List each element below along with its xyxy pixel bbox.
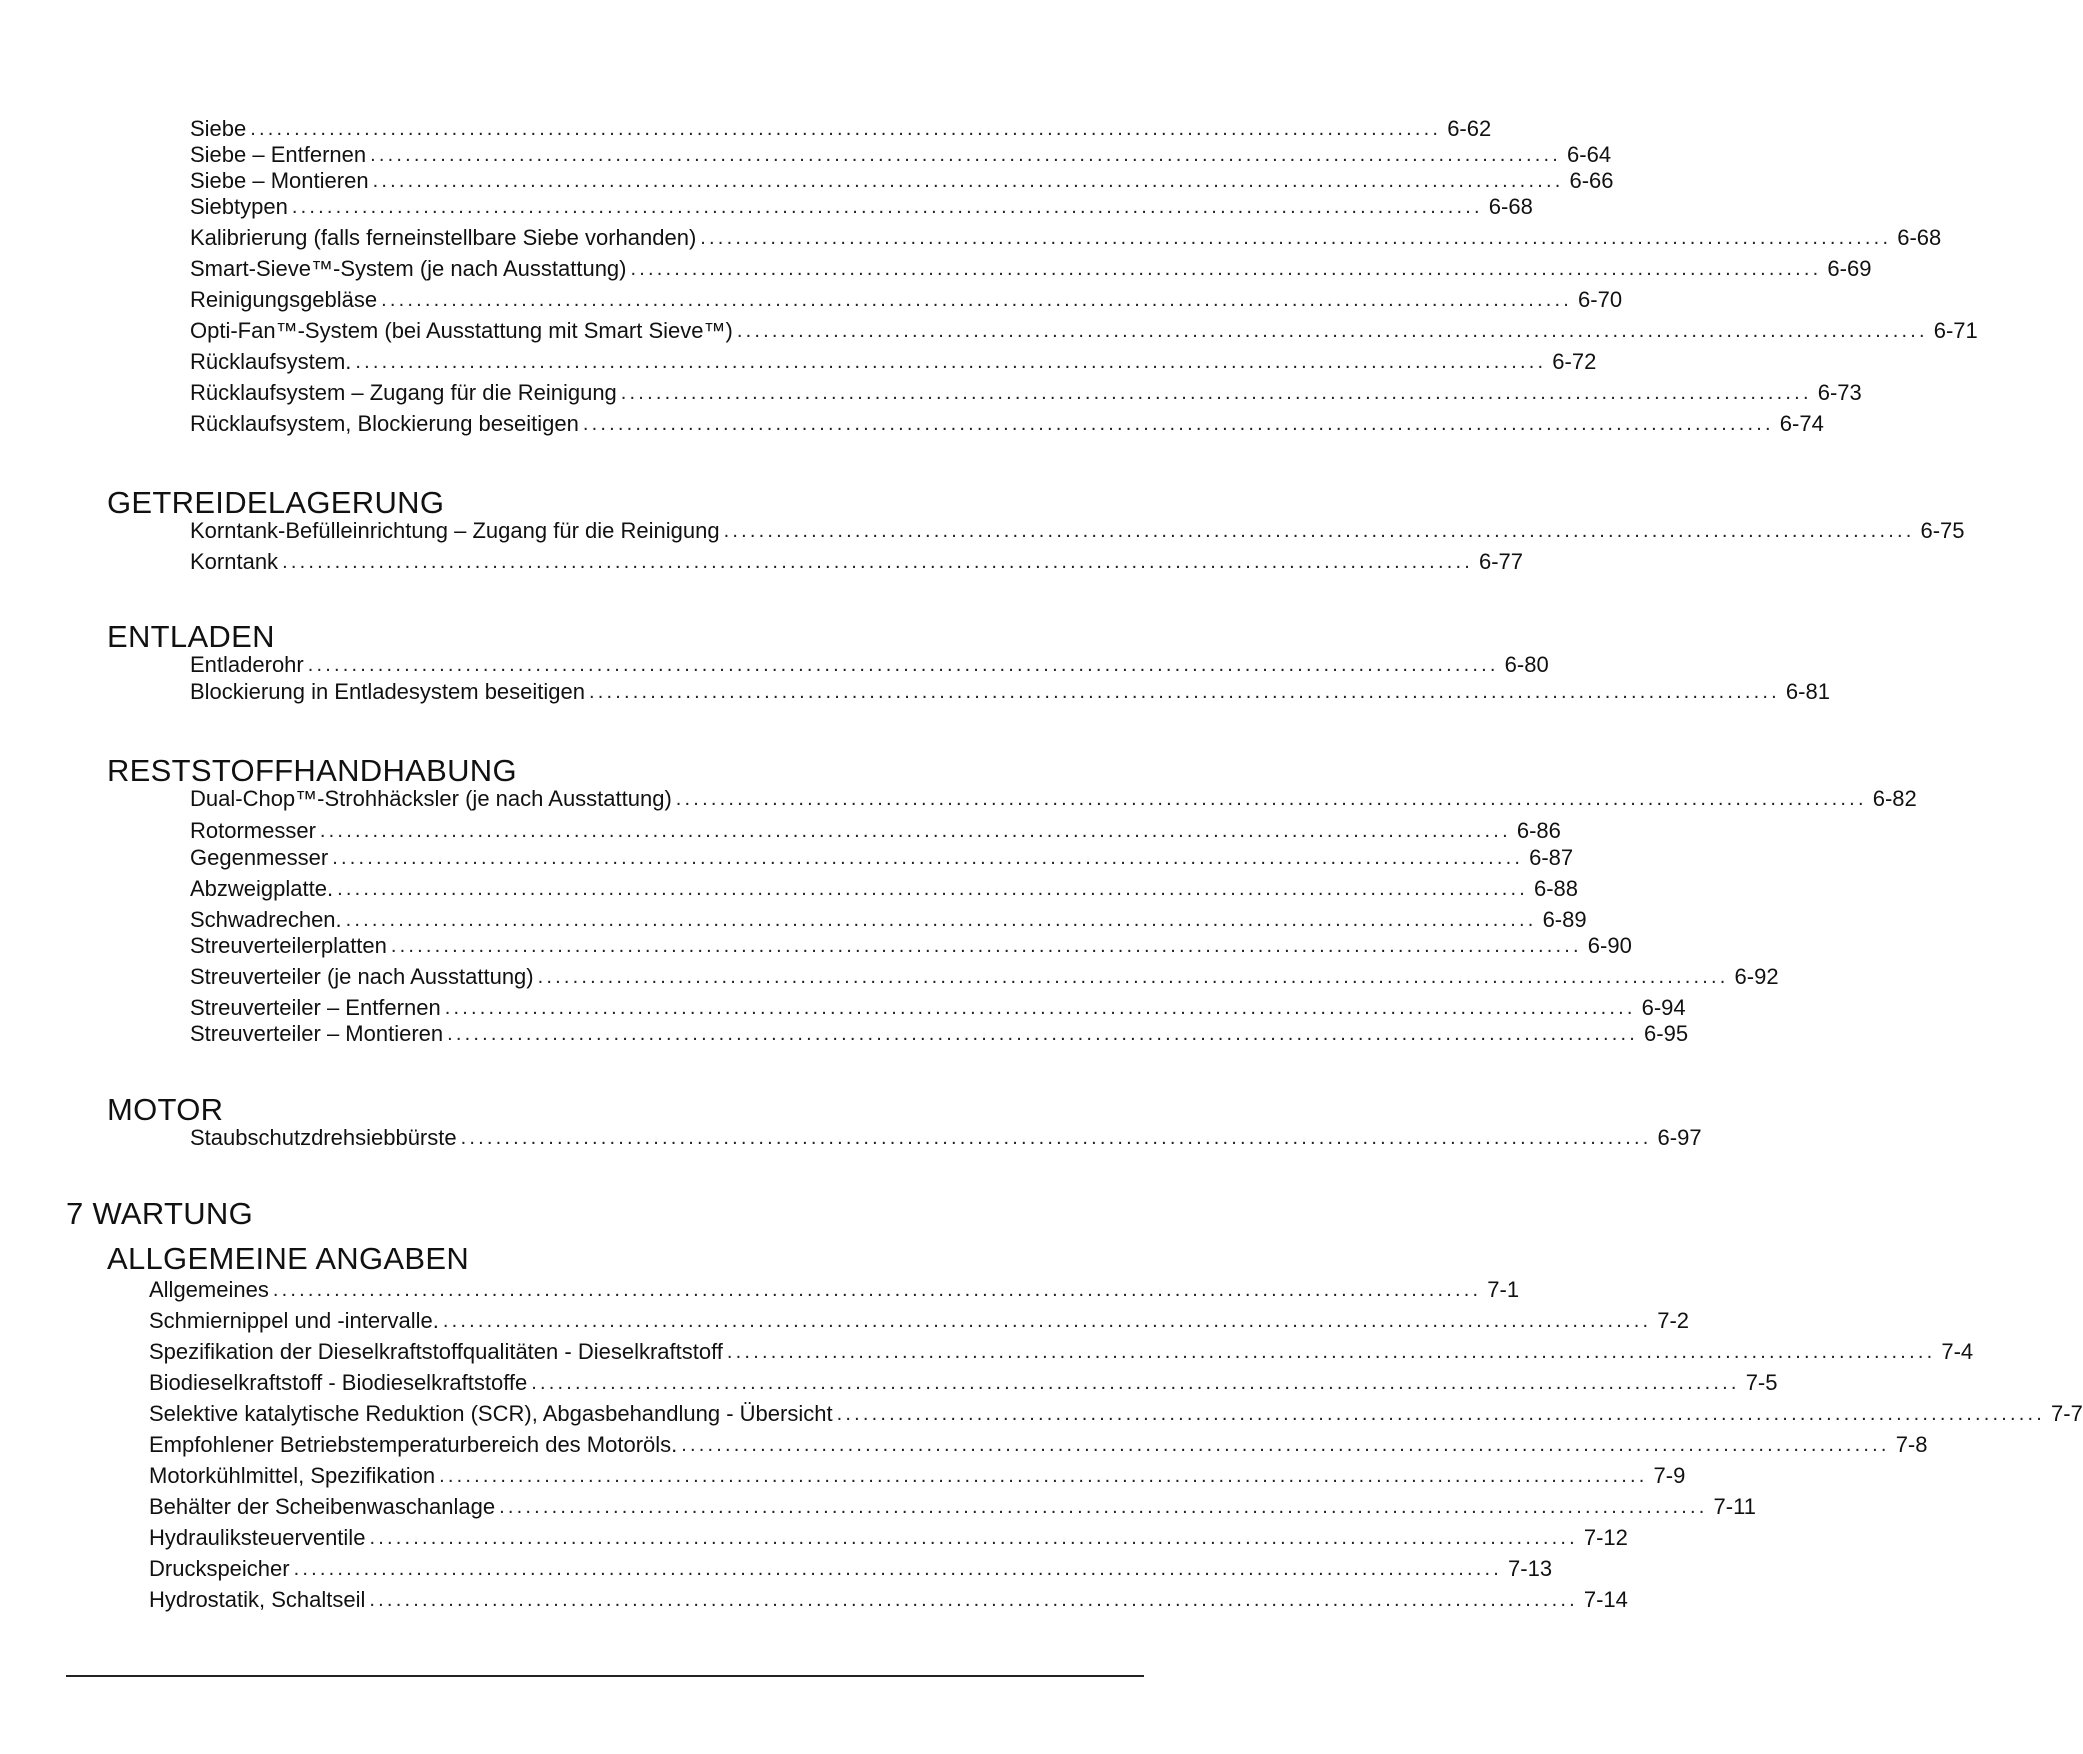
- dot-leader: ........................................................................................................................................: [537, 966, 1729, 988]
- toc-entry-title: Siebe – Montieren: [190, 168, 369, 193]
- dot-leader: ........................................................................................................................................: [444, 997, 1636, 1019]
- toc-entry[interactable]: [190, 380, 1862, 406]
- toc-entry-title: Staubschutzdrehsiebbürste: [190, 1125, 457, 1150]
- dot-leader: ..........................................................................................................................................: [836, 1403, 2046, 1425]
- toc-entry-page: 7-7: [2051, 1401, 2083, 1426]
- toc-entry[interactable]: [190, 287, 1623, 313]
- toc-entry[interactable]: [190, 256, 1872, 282]
- dot-leader: ........................................................................................................................................: [460, 1127, 1652, 1149]
- toc-entry-page: 7-2: [1657, 1308, 1690, 1333]
- toc-entry[interactable]: [190, 349, 1597, 375]
- toc-entry[interactable]: [190, 142, 1612, 168]
- toc-entry-title: Streuverteiler – Montieren: [190, 1021, 444, 1046]
- toc-entry[interactable]: [190, 1021, 1689, 1047]
- toc-entry-title: Schwadrechen.: [190, 907, 342, 932]
- toc-entry-title: Streuverteiler – Entfernen: [190, 995, 441, 1020]
- dot-leader: ........................................................................................................................................: [700, 227, 1892, 249]
- toc-entry[interactable]: [149, 1556, 1553, 1582]
- toc-entry-page: 7-9: [1653, 1463, 1686, 1488]
- toc-entry[interactable]: [190, 518, 1965, 544]
- dot-leader: ..........................................................................................................................................: [369, 1589, 1578, 1611]
- toc-entry[interactable]: [190, 995, 1686, 1021]
- toc-entry[interactable]: [190, 116, 1492, 142]
- dot-leader: ........................................................................................................................................: [370, 144, 1562, 166]
- toc-entry-page: 7-4: [1941, 1339, 1974, 1364]
- toc-entry-page: 6-72: [1552, 349, 1597, 374]
- dot-leader: ..........................................................................................................................................: [499, 1496, 1708, 1518]
- toc-entry-page: 6-97: [1657, 1125, 1702, 1150]
- toc-entry[interactable]: [190, 876, 1579, 902]
- dot-leader: ..........................................................................................................................................: [369, 1527, 1578, 1549]
- toc-entry[interactable]: [190, 652, 1549, 678]
- toc-entry[interactable]: [149, 1432, 1928, 1458]
- dot-leader: ..........................................................................................................................................: [726, 1341, 1936, 1363]
- toc-entry-page: 6-80: [1504, 652, 1549, 677]
- toc-entry-page: 6-89: [1542, 907, 1587, 932]
- dot-leader: ........................................................................................................................................: [390, 935, 1582, 957]
- toc-entry[interactable]: [149, 1308, 1690, 1334]
- dot-leader: ........................................................................................................................................: [589, 681, 1780, 703]
- dot-leader: ........................................................................................................................................: [675, 788, 1867, 810]
- toc-entry-page: 7-8: [1895, 1432, 1928, 1457]
- toc-entry[interactable]: [190, 679, 1830, 705]
- dot-leader: ........................................................................................................................................: [723, 520, 1915, 542]
- toc-entry-title: Gegenmesser: [190, 845, 329, 870]
- toc-entry-page: 6-75: [1920, 518, 1965, 543]
- toc-entry[interactable]: [149, 1401, 2083, 1427]
- toc-entry-title: Blockierung in Entladesystem beseitigen: [190, 679, 586, 704]
- toc-entry-title: Opti-Fan™-System (bei Ausstattung mit Smart Sieve™): [190, 318, 733, 343]
- toc-entry[interactable]: [190, 786, 1917, 812]
- dot-leader: ..........................................................................................................................................: [442, 1310, 1652, 1332]
- toc-entry-page: 6-81: [1785, 679, 1830, 704]
- toc-entry-page: 6-74: [1779, 411, 1824, 436]
- toc-entry-title: Entladerohr: [190, 652, 304, 677]
- toc-entry-title: Siebtypen: [190, 194, 288, 219]
- toc-entry[interactable]: [190, 225, 1942, 251]
- dot-leader: ..........................................................................................................................................: [531, 1372, 1740, 1394]
- toc-entry-title: Rücklaufsystem, Blockierung beseitigen: [190, 411, 579, 436]
- toc-entry-page: 7-14: [1583, 1587, 1628, 1612]
- dot-leader: ........................................................................................................................................: [250, 118, 1442, 140]
- dot-leader: ........................................................................................................................................: [337, 878, 1528, 900]
- toc-entry-page: 6-73: [1817, 380, 1862, 405]
- toc-entry-page: 7-13: [1508, 1556, 1553, 1581]
- toc-entry-title: Hydrostatik, Schaltseil: [149, 1587, 366, 1612]
- dot-leader: ..........................................................................................................................................: [272, 1279, 1482, 1301]
- toc-entry-page: 7-11: [1713, 1494, 1756, 1519]
- toc-entry-page: 6-68: [1897, 225, 1942, 250]
- toc-entry[interactable]: [190, 318, 1978, 344]
- toc-entry[interactable]: [149, 1587, 1628, 1613]
- toc-entry-title: Rücklaufsystem.: [190, 349, 352, 374]
- toc-entry-page: 6-87: [1529, 845, 1574, 870]
- toc-entry[interactable]: [149, 1277, 1520, 1303]
- toc-entry-page: 6-94: [1641, 995, 1686, 1020]
- toc-entry-page: 6-62: [1447, 116, 1492, 141]
- dot-leader: ........................................................................................................................................: [319, 820, 1511, 842]
- toc-entry-title: Rücklaufsystem – Zugang für die Reinigung: [190, 380, 617, 405]
- toc-entry[interactable]: [190, 168, 1614, 194]
- dot-leader: ........................................................................................................................................: [332, 847, 1524, 869]
- toc-entry-page: 6-82: [1872, 786, 1917, 811]
- toc-entry-page: 7-5: [1745, 1370, 1778, 1395]
- toc-entry[interactable]: [149, 1525, 1628, 1551]
- toc-entry[interactable]: [149, 1339, 1974, 1365]
- toc-entry[interactable]: [149, 1370, 1778, 1396]
- section-heading: RESTSTOFFHANDHABUNG: [107, 753, 517, 788]
- toc-entry-page: 6-64: [1567, 142, 1612, 167]
- toc-entry-title: Druckspeicher: [149, 1556, 290, 1581]
- toc-entry[interactable]: [190, 194, 1533, 220]
- toc-entry-title: Korntank: [190, 549, 279, 574]
- toc-entry-page: 6-92: [1734, 964, 1779, 989]
- toc-entry-page: 6-68: [1488, 194, 1533, 219]
- toc-entry-title: Motorkühlmittel, Spezifikation: [149, 1463, 436, 1488]
- toc-entry-page: 6-66: [1569, 168, 1614, 193]
- section-heading: ENTLADEN: [107, 619, 275, 654]
- toc-entry[interactable]: [190, 1125, 1702, 1151]
- toc-entry-page: 6-77: [1478, 549, 1524, 574]
- toc-entry-page: 6-90: [1587, 933, 1632, 958]
- dot-leader: ........................................................................................................................................: [345, 909, 1537, 931]
- toc-entry-title: Biodieselkraftstoff - Biodieselkraftstoffe: [149, 1370, 528, 1395]
- toc-entry-title: Streuverteiler (je nach Ausstattung): [190, 964, 534, 989]
- toc-entry-title: Smart-Sieve™-System (je nach Ausstattung): [190, 256, 627, 281]
- toc-entry-title: Behälter der Scheibenwaschanlage: [149, 1494, 496, 1519]
- toc-entry-title: Streuverteilerplatten: [190, 933, 387, 958]
- footer-rule: [66, 1675, 1144, 1677]
- dot-leader: ........................................................................................................................................: [291, 196, 1483, 218]
- dot-leader: ........................................................................................................................................: [381, 289, 1573, 311]
- toc-entry-title: Empfohlener Betriebstemperaturbereich des Motoröls.: [149, 1432, 678, 1457]
- toc-entry-title: Korntank-Befülleinrichtung – Zugang für die Reinigung: [190, 518, 720, 543]
- toc-entry-page: 7-1: [1487, 1277, 1520, 1302]
- toc-entry[interactable]: [149, 1463, 1686, 1489]
- toc-entry-page: 7-12: [1583, 1525, 1628, 1550]
- toc-entry-page: 6-88: [1534, 876, 1579, 901]
- toc-entry-page: 6-86: [1516, 818, 1561, 843]
- toc-entry-title: Kalibrierung (falls ferneinstellbare Siebe vorhanden): [190, 225, 697, 250]
- dot-leader: ........................................................................................................................................: [447, 1023, 1639, 1045]
- toc-entry-title: Schmiernippel und -intervalle.: [149, 1308, 439, 1333]
- toc-entry-title: Hydrauliksteuerventile: [149, 1525, 366, 1550]
- toc-entry-page: 6-70: [1578, 287, 1623, 312]
- dot-leader: ........................................................................................................................................: [620, 382, 1812, 404]
- dot-leader: ........................................................................................................................................: [355, 351, 1547, 373]
- toc-entry[interactable]: [149, 1494, 1756, 1520]
- toc-entry-title: Rotormesser: [190, 818, 316, 843]
- dot-leader: ........................................................................................................................................: [630, 258, 1822, 280]
- dot-leader: ........................................................................................................................................: [736, 320, 1928, 342]
- toc-entry[interactable]: [190, 549, 1524, 575]
- dot-leader: ........................................................................................................................................: [372, 170, 1564, 192]
- toc-entry-title: Siebe – Entfernen: [190, 142, 367, 167]
- toc-entry[interactable]: [190, 907, 1587, 933]
- toc-entry-title: Siebe: [190, 116, 247, 141]
- chapter-heading: 7 WARTUNG: [66, 1196, 253, 1231]
- dot-leader: ........................................................................................................................................: [307, 654, 1499, 676]
- toc-entry-title: Selektive katalytische Reduktion (SCR), Abgasbehandlung - Übersicht: [149, 1401, 833, 1426]
- toc-entry[interactable]: [190, 845, 1574, 871]
- dot-leader: ........................................................................................................................................: [282, 551, 1473, 573]
- toc-entry[interactable]: [190, 411, 1824, 437]
- dot-leader: ..........................................................................................................................................: [681, 1434, 1890, 1456]
- section-heading: MOTOR: [107, 1092, 224, 1127]
- toc-entry-title: Allgemeines: [149, 1277, 269, 1302]
- dot-leader: ..........................................................................................................................................: [439, 1465, 1648, 1487]
- toc-entry-title: Reinigungsgebläse: [190, 287, 378, 312]
- toc-entry-page: 6-69: [1827, 256, 1872, 281]
- toc-entry-page: 6-71: [1933, 318, 1978, 343]
- toc-entry-title: Abzweigplatte.: [190, 876, 334, 901]
- toc-entry-title: Dual-Chop™-Strohhäcksler (je nach Ausstattung): [190, 786, 672, 811]
- toc-entry[interactable]: [190, 964, 1779, 990]
- section-heading: GETREIDELAGERUNG: [107, 485, 445, 520]
- dot-leader: ..........................................................................................................................................: [293, 1558, 1503, 1580]
- toc-entry[interactable]: [190, 933, 1632, 959]
- section-heading: ALLGEMEINE ANGABEN: [107, 1241, 470, 1276]
- dot-leader: ........................................................................................................................................: [582, 413, 1774, 435]
- toc-entry[interactable]: [190, 818, 1561, 844]
- toc-entry-page: 6-95: [1644, 1021, 1689, 1046]
- toc-entry-title: Spezifikation der Dieselkraftstoffqualitäten - Dieselkraftstoff: [149, 1339, 723, 1364]
